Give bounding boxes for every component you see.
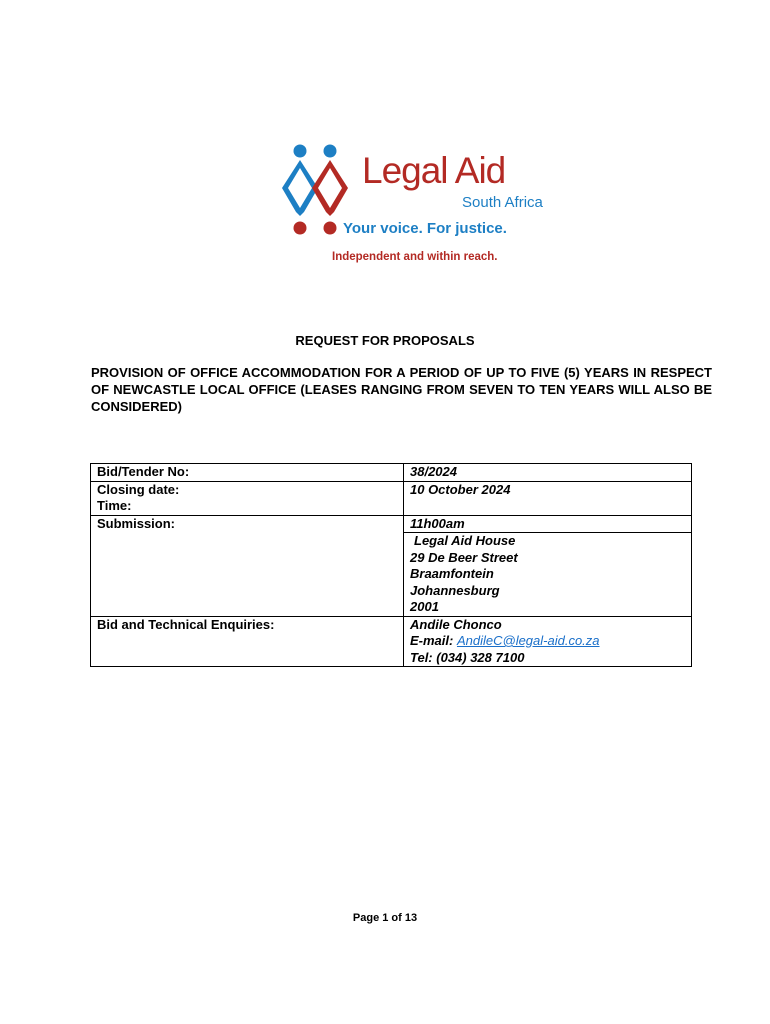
document-heading: REQUEST FOR PROPOSALS (295, 333, 475, 348)
email-line (410, 633, 685, 650)
email-link[interactable]: AndileC@legal-aid.co.za (456, 633, 600, 648)
logo-slogan: Your voice. For justice. (343, 220, 507, 237)
closing-date-label-text: Closing date: (97, 481, 180, 497)
bid-number-label: Bid/Tender No: (91, 464, 404, 482)
document-subject: PROVISION OF OFFICE ACCOMMODATION FOR A PERIOD OF UP TO FIVE (5) YEARS IN RESPECT OF NEWCASTLE LOCAL OFFICE (LEASES RANGING FROM SEVEN TO TEN YEARS WILL ALSO BE CONSIDERED) (91, 365, 712, 414)
logo-subtitle: South Africa (462, 194, 543, 211)
closing-date-label (91, 481, 404, 515)
contact-name: Andile Chonco (410, 616, 502, 632)
enquiries-label: Bid and Technical Enquiries: (91, 616, 404, 667)
address-line: 29 De Beer Street (410, 549, 518, 565)
time-value-text: 11h00am (404, 516, 691, 534)
submission-label (91, 515, 404, 616)
table-row (91, 515, 692, 616)
bid-number-value: 38/2024 (404, 464, 692, 482)
time-label-text: Time: (97, 498, 132, 513)
address-line: 2001 (410, 599, 439, 614)
address-line: Johannesburg (410, 582, 500, 598)
bid-details-table (90, 463, 692, 667)
logo-tagline: Independent and within reach. (332, 251, 498, 263)
page-number: Page 1 of 13 (352, 912, 418, 924)
submission-value (404, 515, 692, 616)
address-line: Braamfontein (410, 566, 494, 581)
address-line: Legal Aid House (414, 533, 516, 548)
logo-wordmark: Legal Aid (362, 150, 506, 191)
submission-label-text: Submission: (97, 515, 176, 531)
table-row (91, 616, 692, 667)
telephone: Tel: (034) 328 7100 (410, 649, 525, 665)
table-row (91, 464, 692, 482)
email-label: E-mail: (410, 633, 454, 648)
legal-aid-logo (276, 140, 543, 270)
table-row (91, 481, 692, 515)
enquiries-value (404, 616, 692, 667)
closing-date-value (404, 481, 692, 515)
closing-date-value-text: 10 October 2024 (410, 481, 511, 497)
